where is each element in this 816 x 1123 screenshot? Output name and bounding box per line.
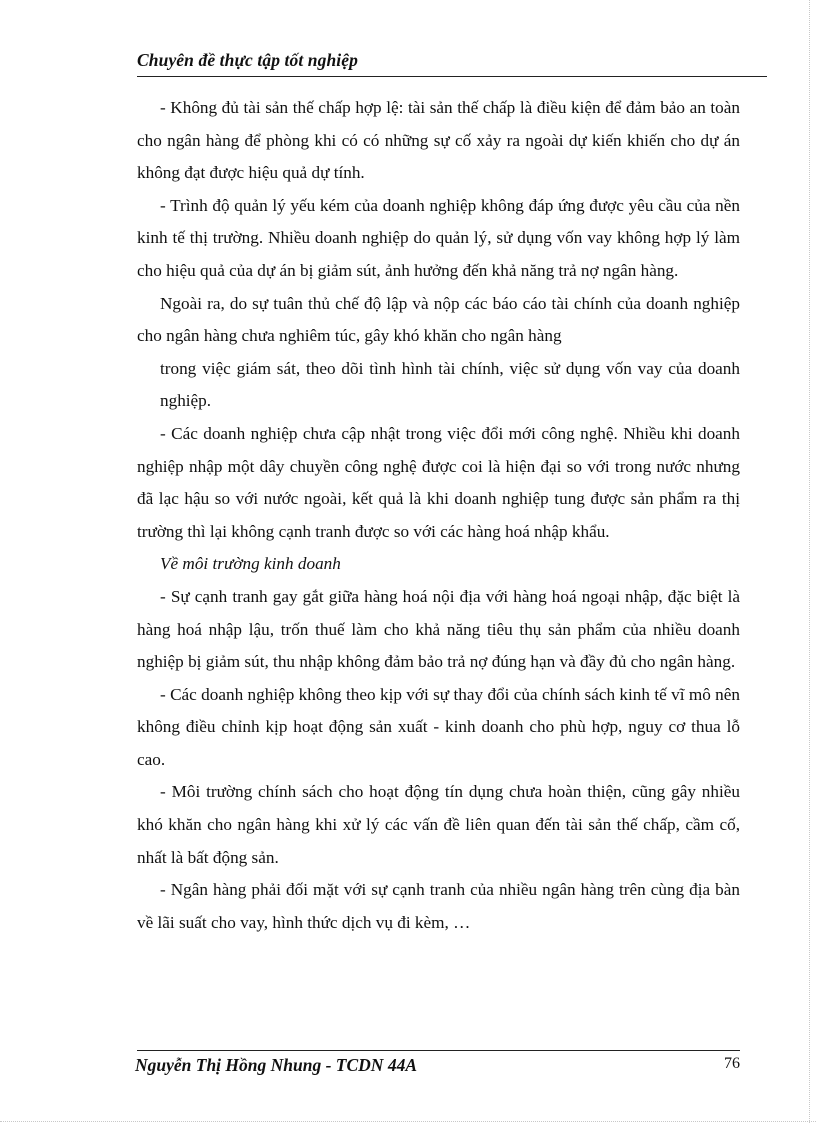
paragraph-competition: - Sự cạnh tranh gay gắt giữa hàng hoá nội địa với hàng hoá ngoại nhập, đặc biệt là hàng hoá nhập lậu, trốn thuế làm cho khả năng tiêu thụ sản phẩm của nhiều doanh nghiệp bị giảm sút, thu nhập không đảm bảo trả nợ đúng hạn và đầy đủ cho ngân hàng.	[137, 586, 740, 672]
paragraph-reporting: Ngoài ra, do sự tuân thủ chế độ lập và nộp các báo cáo tài chính của doanh nghiệp cho ngân hàng chưa nghiêm túc, gây khó khăn cho ngân hàng	[137, 293, 740, 346]
footer-divider	[137, 1050, 740, 1051]
page-number: 76	[724, 1055, 740, 1072]
paragraph-management: - Trình độ quản lý yếu kém của doanh nghiệp không đáp ứng được yêu cầu của nền kinh tế thị trường. Nhiều doanh nghiệp do quản lý, sử dụng vốn vay không hợp lý làm cho hiệu quả của dự án bị giảm sút, ảnh hưởng đến khả năng trả nợ ngân hàng.	[137, 195, 740, 280]
header-divider	[137, 76, 767, 77]
header-title: Chuyên đề thực tập tốt nghiệp	[137, 50, 358, 70]
paragraph-policy: - Các doanh nghiệp không theo kịp với sự thay đổi của chính sách kinh tế vĩ mô nên không điều chỉnh kịp hoạt động sản xuất - kinh doanh cho phù hợp, nguy cơ thua lỗ cao.	[137, 684, 740, 769]
page-header	[137, 50, 767, 71]
paragraph-collateral: - Không đủ tài sản thế chấp hợp lệ: tài sản thế chấp là điều kiện để đảm bảo an toàn cho ngân hàng để phòng khi có có những sự cố xảy ra ngoài dự kiến khiến cho dự án không đạt được hiệu quả dự tính.	[137, 98, 740, 183]
paragraph-bank-competition: - Ngân hàng phải đối mặt với sự cạnh tranh của nhiều ngân hàng trên cùng địa bàn về lãi suất cho vay, hình thức dịch vụ đi kèm, …	[137, 880, 740, 932]
paragraph-reporting-continued: trong việc giám sát, theo dõi tình hình tài chính, việc sử dụng vốn vay của doanh nghiệp.	[160, 358, 740, 411]
page-edge-right	[809, 0, 811, 1123]
paragraph-credit-environment: - Môi trường chính sách cho hoạt động tín dụng chưa hoàn thiện, cũng gây nhiều khó khăn cho ngân hàng khi xử lý các vấn đề liên quan đến tài sản thế chấp, cầm cố, nhất là bất động sản.	[137, 782, 740, 867]
footer-author: Nguyễn Thị Hồng Nhung - TCDN 44A	[135, 1055, 417, 1075]
section-subheading: Về môi trường kinh doanh	[160, 554, 341, 574]
document-body	[137, 92, 740, 939]
paragraph-technology: - Các doanh nghiệp chưa cập nhật trong việc đổi mới công nghệ. Nhiều khi doanh nghiệp nhập một dây chuyền công nghệ được coi là hiện đại so với trong nước nhưng đã lạc hậu so với nước ngoài, kết quả là khi doanh nghiệp tung được sản phẩm ra thị trường thì lại không cạnh tranh được so với các hàng hoá nhập khẩu.	[137, 423, 740, 541]
